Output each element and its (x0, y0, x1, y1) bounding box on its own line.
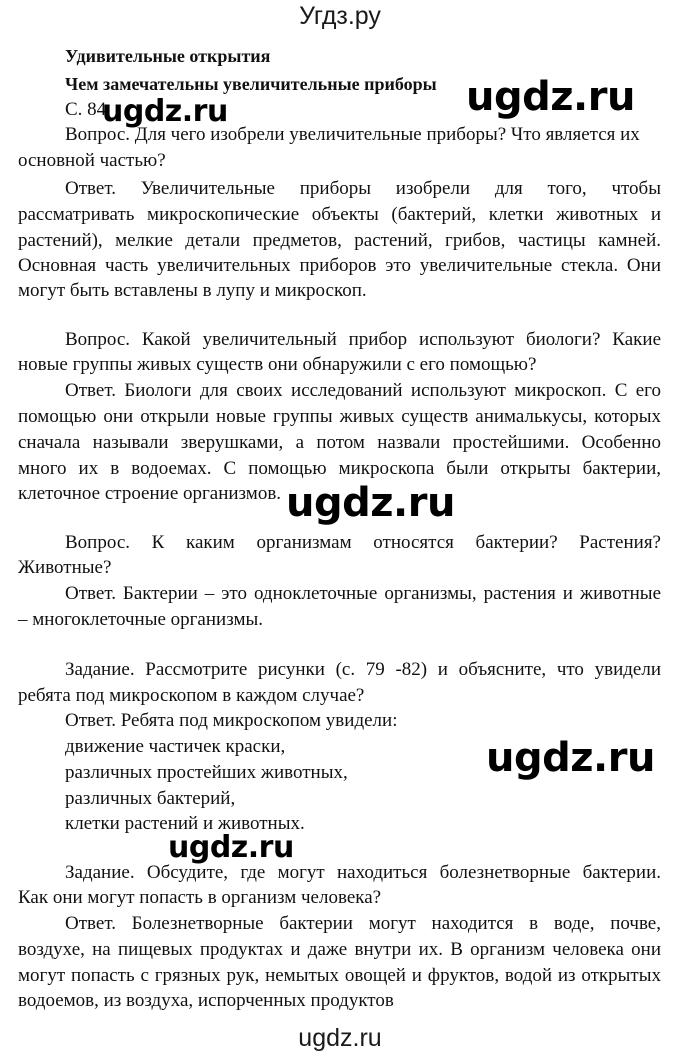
answer-1-line-2: рассматривать микроскопические объекты (бактерий, клетки животных и (18, 204, 661, 225)
answer-1-line-4: Основная часть увеличительных приборов это увеличительные стекла. Они (18, 255, 661, 276)
task-1-line-2: ребята под микроскопом в каждом случае? (18, 685, 365, 706)
topic-heading: Чем замечательны увеличительные приборы (65, 74, 437, 94)
answer-2-line-2: помощью они открыли новые группы живых существ анималькусы, которых (18, 406, 661, 427)
answer-task-1-item: клетки растений и животных. (65, 813, 305, 834)
answer-task-2-line-1: Ответ. Болезнетворные бактерии могут находится в воде, почве, (65, 913, 661, 934)
answer-task-1-item: различных бактерий, (65, 788, 236, 809)
answer-2-line-1: Ответ. Биологи для своих исследований используют микроскоп. С его (65, 380, 661, 401)
answer-task-2-line-4: водоемов, из воздуха, испорченных продуктов (18, 990, 394, 1011)
watermark-5: ugdz.ru (168, 830, 294, 865)
task-2-line-1: Задание. Обсудите, где могут находиться болезнетворные бактерии. (65, 862, 661, 883)
watermark-3: ugdz.ru (286, 480, 455, 526)
answer-task-1-intro: Ответ. Ребята под микроскопом увидели: (65, 710, 398, 731)
watermark-4: ugdz.ru (486, 735, 655, 781)
site-title-top: Угдз.ру (299, 2, 381, 30)
answer-task-2-line-3: могут попасть с грязных рук, немытых овощей и фруктов, водой из открытых (18, 965, 661, 986)
answer-2-line-5: клеточное строение организмов. (18, 483, 282, 504)
answer-1-line-1: Ответ. Увеличительные приборы изобрели для того, чтобы (65, 178, 661, 199)
answer-2-line-3: сначала называли зверушками, а потом назвали простейшими. Особенно (18, 432, 661, 453)
answer-task-2-line-2: воздухе, на пищевых продуктах и даже внутри их. В организм человека они (18, 939, 661, 960)
watermark-2: ugdz.ru (466, 74, 635, 120)
page-reference: С. 84 (65, 99, 107, 120)
answer-3-line-2: – многоклеточные организмы. (18, 609, 263, 630)
task-2-line-2: Как они могут попасть в организм человека? (18, 887, 382, 908)
question-1-line-2: основной частью? (18, 150, 166, 171)
answer-task-1-item: различных простейших животных, (65, 762, 348, 783)
answer-3-line-1: Ответ. Бактерии – это одноклеточные организмы, растения и животные (65, 583, 661, 604)
question-3-line-1: Вопрос. К каким организмам относятся бактерии? Растения? (65, 532, 661, 553)
site-footer: ugdz.ru (298, 1024, 382, 1052)
answer-2-line-4: много их в водоемах. С помощью микроскопа были открыты бактерии, (18, 458, 661, 479)
task-1-line-1: Задание. Рассмотрите рисунки (с. 79 -82) и объясните, что увидели (65, 659, 661, 680)
question-3-line-2: Животные? (18, 557, 112, 578)
question-2-line-1: Вопрос. Какой увеличительный прибор используют биологи? Какие (65, 329, 661, 350)
section-heading: Удивительные открытия (65, 46, 271, 66)
watermark-1: ugdz.ru (102, 94, 228, 129)
question-1-line-1: Вопрос. Для чего изобрели увеличительные приборы? Что является их (65, 124, 640, 145)
answer-1-line-3: растений), мелкие детали предметов, растений, грибов, частицы камней. (18, 230, 661, 251)
question-2-line-2: новые группы живых существ они обнаружили с его помощью? (18, 354, 537, 375)
answer-1-line-5: могут быть вставлены в лупу и микроскоп. (18, 280, 367, 301)
answer-task-1-item: движение частичек краски, (65, 736, 286, 757)
